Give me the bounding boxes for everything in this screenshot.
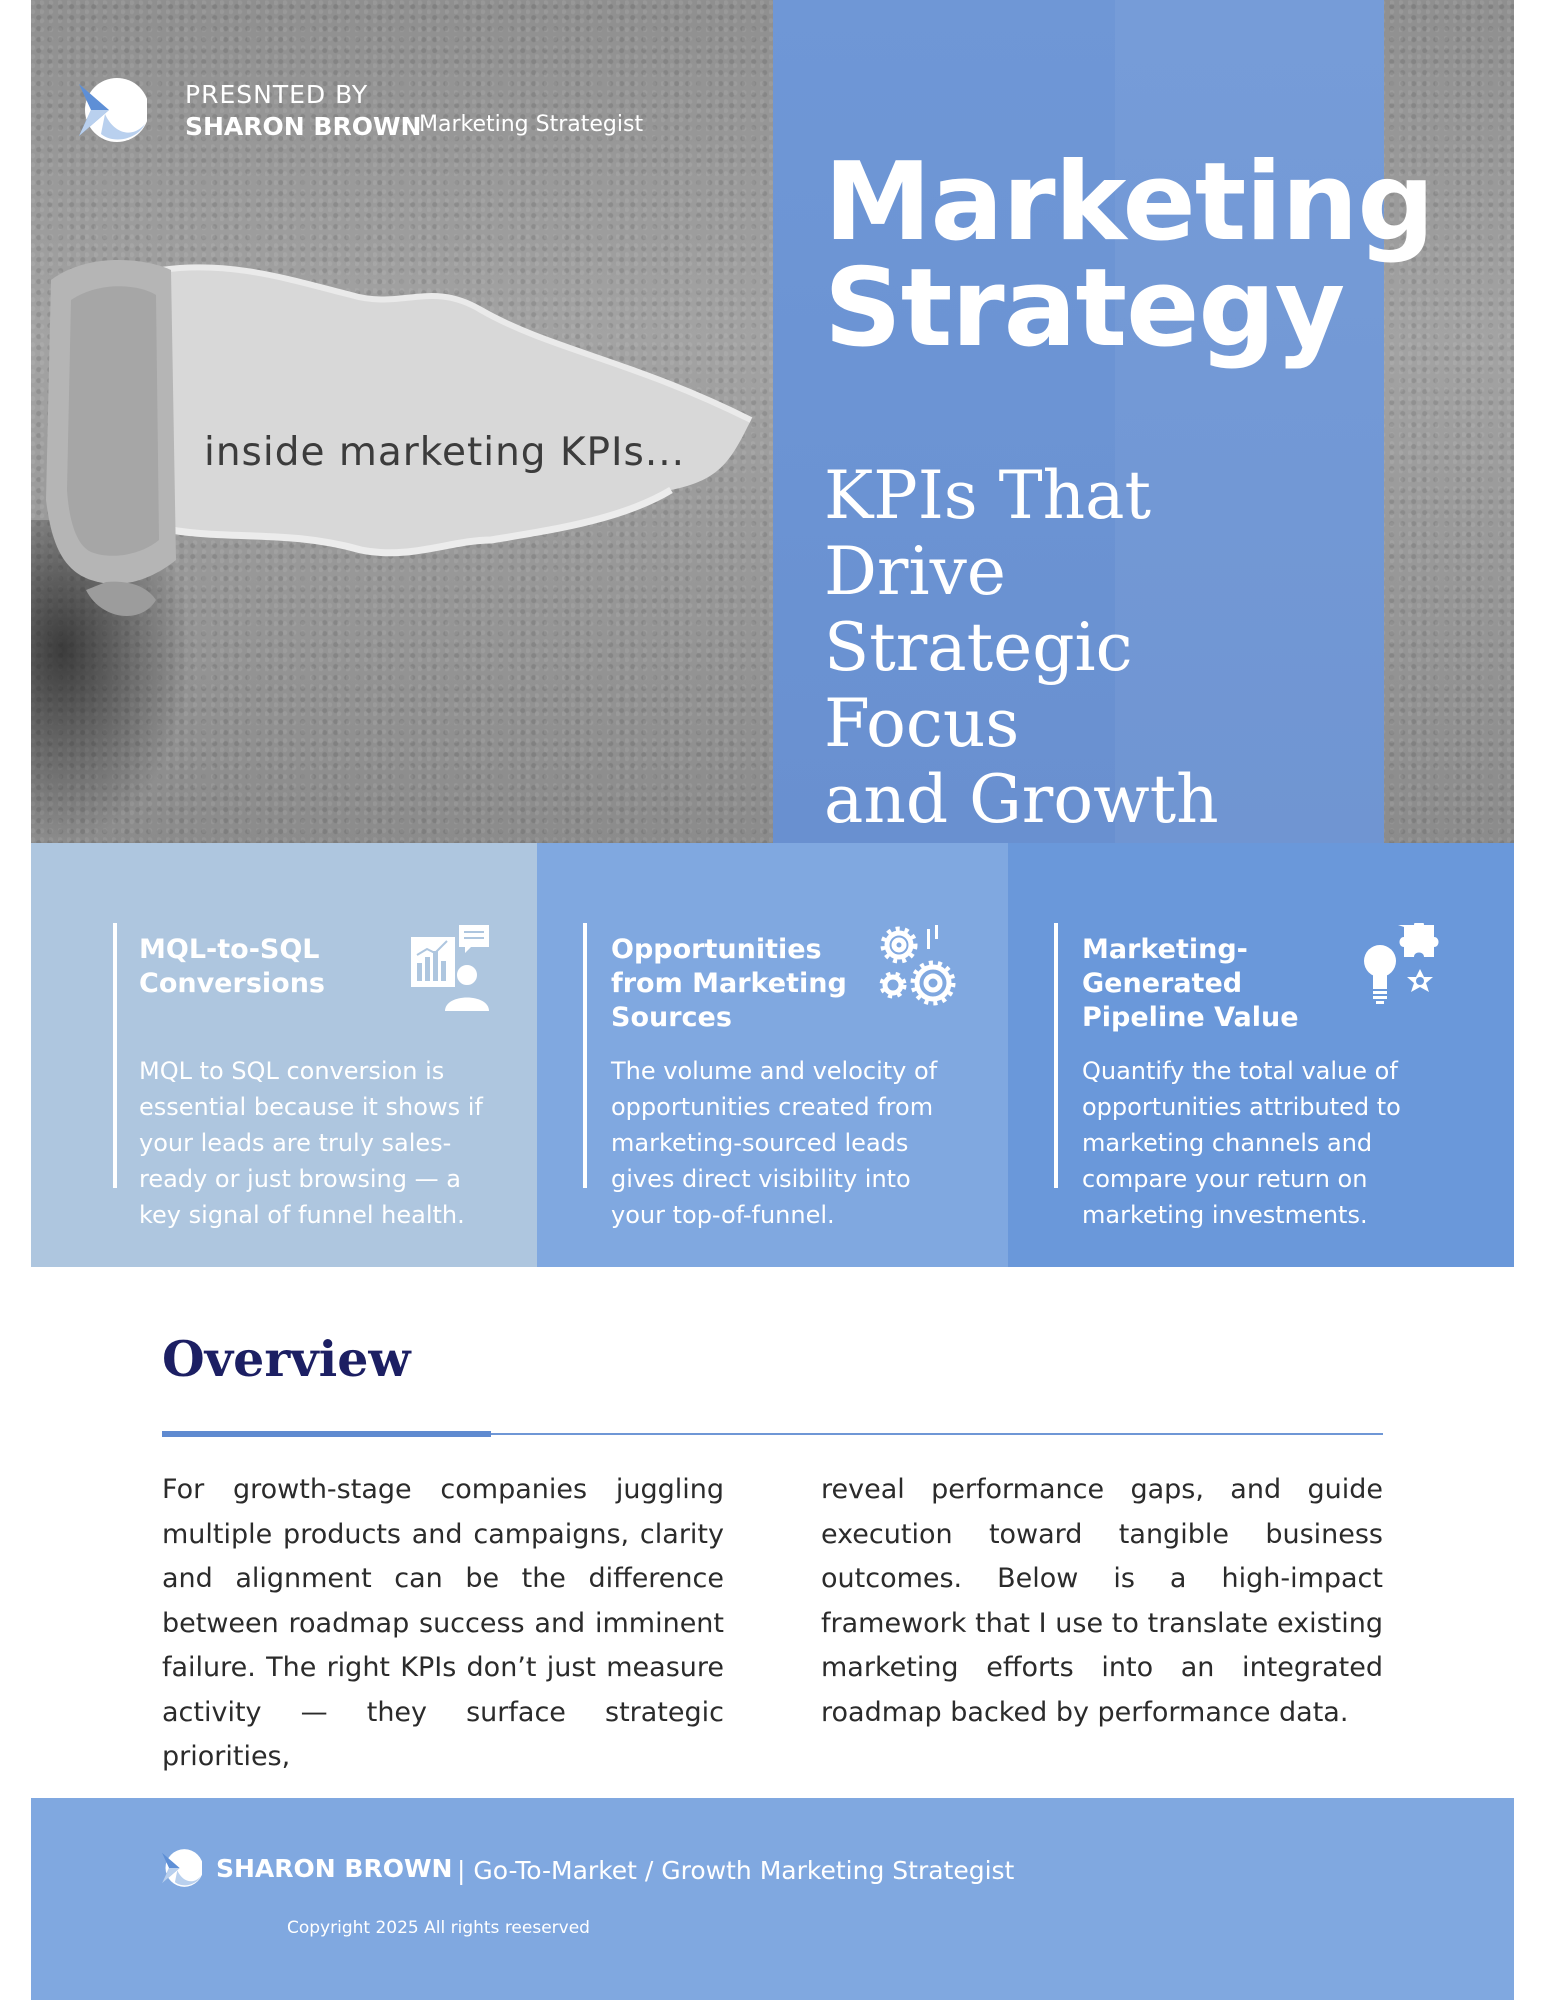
card-title: Opportunities from Marketing Sources bbox=[611, 934, 847, 1033]
presenter-role: Marketing Strategist bbox=[419, 112, 644, 137]
card-body: MQL to SQL conversion is essential because it shows if your leads are truly sales-ready or just browsing — a key signal of funnel health. bbox=[139, 1057, 483, 1229]
hero-title-line: Strategy bbox=[824, 246, 1345, 371]
hero-subtitle-line: and Growth bbox=[824, 761, 1219, 838]
hero-subtitle bbox=[824, 458, 1344, 838]
hero-section bbox=[31, 0, 1514, 843]
chevron-logo-icon bbox=[162, 1846, 202, 1890]
card-body: The volume and velocity of opportunities created from marketing-sourced leads gives direct visibility into your top-of-funnel. bbox=[611, 1057, 938, 1229]
page bbox=[31, 0, 1514, 2000]
footer-name: SHARON BROWN bbox=[216, 1854, 453, 1883]
gears-icon bbox=[877, 923, 967, 1013]
card-accent-bar bbox=[1054, 923, 1058, 1188]
hero-title bbox=[824, 140, 1434, 371]
overview-title: Overview bbox=[162, 1330, 411, 1388]
lightbulb-puzzle-icon bbox=[1358, 923, 1448, 1013]
overview-column-right: reveal performance gaps, and guide execution toward tangible business outcomes. Below is a high-impact framework that I use to translate existing marketing efforts into an integrated roadmap backed by performance data. bbox=[821, 1474, 1383, 1728]
hero-title-line: Marketing bbox=[824, 140, 1434, 265]
card-body: Quantify the total value of opportunities attributed to marketing channels and compare your return on marketing investments. bbox=[1082, 1057, 1401, 1229]
hero-subtitle-line: KPIs That Drive bbox=[824, 457, 1152, 610]
analytics-person-icon bbox=[409, 923, 499, 1013]
overview-column-left: For growth-stage companies juggling multiple products and campaigns, clarity and alignment can be the difference between roadmap success and imminent failure. The right KPIs don’t just measure activity — they surface strategic priorities, bbox=[162, 1474, 724, 1772]
kpi-card-mql-sql bbox=[31, 843, 537, 1267]
footer bbox=[31, 1798, 1514, 2000]
chevron-logo-icon bbox=[79, 74, 147, 146]
overview-divider-accent bbox=[162, 1431, 491, 1437]
card-accent-bar bbox=[583, 923, 587, 1188]
footer-copyright: Copyright 2025 All rights reeserved bbox=[287, 1918, 590, 1938]
card-title: Marketing-Generated Pipeline Value bbox=[1082, 934, 1299, 1033]
card-accent-bar bbox=[113, 923, 117, 1188]
hero-subtitle-line: Strategic Focus bbox=[824, 609, 1133, 762]
footer-role: | Go-To-Market / Growth Marketing Strategist bbox=[457, 1856, 1015, 1885]
tear-text: inside marketing KPIs... bbox=[204, 430, 686, 475]
card-title: MQL-to-SQL Conversions bbox=[139, 934, 325, 999]
kpi-card-pipeline bbox=[1008, 843, 1514, 1267]
kpi-card-opportunities bbox=[537, 843, 1008, 1267]
presented-by-label: PRESNTED BY bbox=[185, 80, 369, 109]
presenter-name: SHARON BROWN bbox=[185, 112, 422, 141]
kpi-cards bbox=[31, 843, 1514, 1267]
